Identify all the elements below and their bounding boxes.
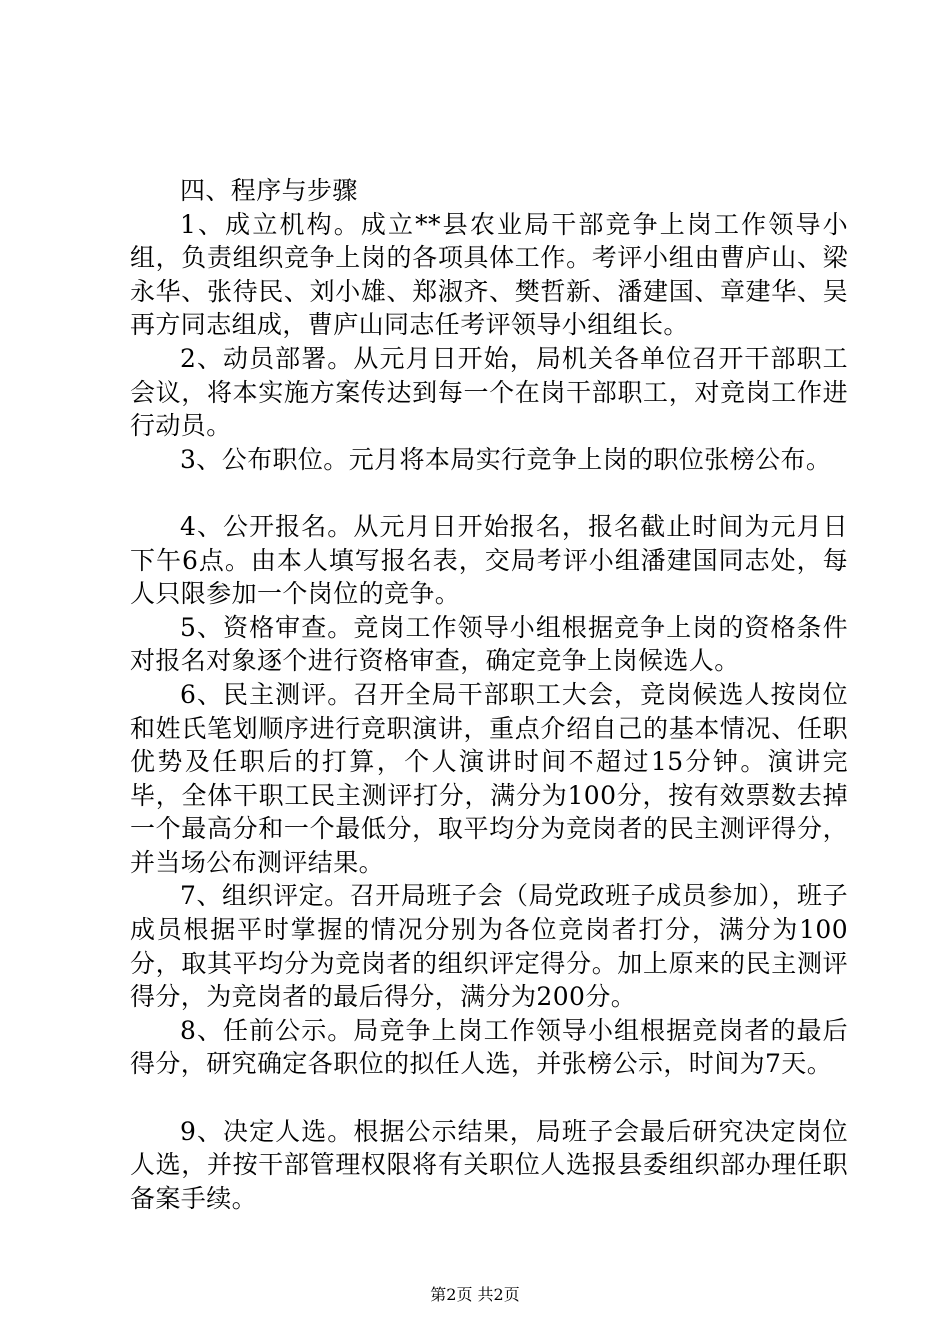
section-heading: 四、程序与步骤 bbox=[180, 176, 358, 205]
document-body bbox=[130, 174, 848, 1215]
paragraph-3: 3、公布职位。元月将本局实行竞争上岗的职位张榜公布。 bbox=[180, 444, 832, 474]
paragraph-1: 1、成立机构。成立**县农业局干部竞争上岗工作领导小组，负责组织竞争上岗的各项具体工作。考评小组由曹庐山、梁永华、张待民、刘小雄、郑淑齐、樊哲新、潘建国、章建华、吴再方同志组成，曹庐山同志任考评领导小组组长。 bbox=[130, 209, 848, 340]
paragraph-4: 4、公开报名。从元月日开始报名，报名截止时间为元月日下午6点。由本人填写报名表，交局考评小组潘建国同志处，每人只限参加一个岗位的竞争。 bbox=[130, 511, 848, 609]
paragraph-9: 9、决定人选。根据公示结果，局班子会最后研究决定岗位人选，并按干部管理权限将有关职位人选报县委组织部办理任职备案手续。 bbox=[130, 1116, 848, 1213]
page-number-footer: 第2页 共2页 bbox=[430, 1285, 520, 1304]
paragraph-5: 5、资格审查。竞岗工作领导小组根据竞争上岗的资格条件对报名对象逐个进行资格审查，确定竞争上岗候选人。 bbox=[130, 612, 848, 676]
paragraph-7: 7、组织评定。召开局班子会（局党政班子成员参加），班子成员根据平时掌握的情况分别为各位竞岗者打分，满分为100分，取其平均分为竞岗者的组织评定得分。加上原来的民主测评得分，为竞岗者的最后得分，满分为200分。 bbox=[130, 881, 848, 1012]
paragraph-6: 6、民主测评。召开全局干部职工大会，竞岗候选人按岗位和姓氏笔划顺序进行竞职演讲，重点介绍自己的基本情况、任职优势及任职后的打算，个人演讲时间不超过15分钟。演讲完毕，全体干职工民主测评打分，满分为100分，按有效票数去掉一个最高分和一个最低分，取平均分为竞岗者的民主测评得分，并当场公布测评结果。 bbox=[130, 679, 848, 877]
paragraph-2: 2、动员部署。从元月日开始，局机关各单位召开干部职工会议，将本实施方案传达到每一个在岗干部职工，对竞岗工作进行动员。 bbox=[130, 343, 848, 441]
paragraph-8: 8、任前公示。局竞争上岗工作领导小组根据竞岗者的最后得分，研究确定各职位的拟任人选，并张榜公示，时间为7天。 bbox=[130, 1015, 848, 1079]
